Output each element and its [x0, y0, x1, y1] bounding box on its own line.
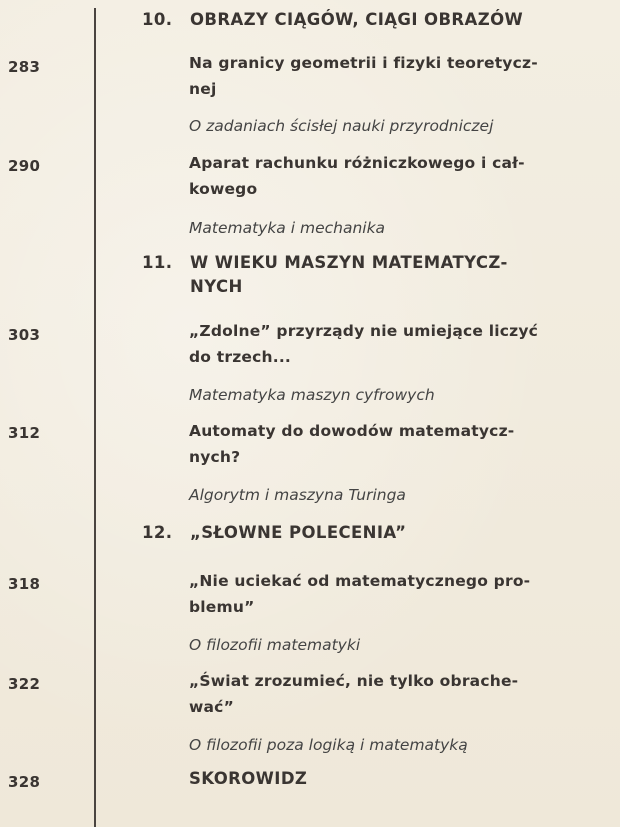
chapter-title: „SŁOWNE POLECENIA” [190, 523, 407, 542]
entry-title-line: nych? [189, 448, 241, 466]
chapter-title: OBRAZY CIĄGÓW, CIĄGI OBRAZÓW [190, 10, 524, 29]
entry-title-line: kowego [189, 180, 258, 198]
chapter-number: 10. [142, 10, 173, 29]
entry-subtitle: O filozofii matematyki [189, 636, 361, 654]
entry-title-line: blemu” [189, 598, 255, 616]
page-number: 303 [8, 326, 41, 344]
page-number: 328 [8, 773, 41, 791]
entry-subtitle: Matematyka i mechanika [189, 219, 386, 237]
chapter-heading [142, 252, 508, 274]
entry-title-line: wać” [189, 698, 234, 716]
page-number: 322 [8, 675, 41, 693]
chapter-title: W WIEKU MASZYN MATEMATYCZ- [190, 253, 508, 272]
page-number: 283 [8, 58, 41, 76]
entry-title-line: Na granicy geometrii i fizyki teoretycz- [189, 54, 538, 72]
chapter-heading [142, 9, 523, 31]
chapter-number: 12. [142, 523, 173, 542]
page-number: 318 [8, 575, 41, 593]
entry-title-line: „Nie uciekać od matematycznego pro- [189, 572, 531, 590]
entry-subtitle: O filozofii poza logiką i matematyką [189, 736, 468, 754]
entry-subtitle: Matematyka maszyn cyfrowych [189, 386, 435, 404]
entry-subtitle: Algorytm i maszyna Turinga [189, 486, 406, 504]
entry-title-line: Aparat rachunku różniczkowego i cał- [189, 154, 525, 172]
chapter-title-line: NYCH [190, 277, 243, 296]
entry-title-line: nej [189, 80, 217, 98]
vertical-rule [94, 8, 96, 827]
entry-title-line: do trzech... [189, 348, 292, 366]
page-number: 290 [8, 157, 41, 175]
entry-title-line: Automaty do dowodów matematycz- [189, 422, 515, 440]
chapter-number: 11. [142, 253, 173, 272]
chapter-heading [142, 522, 406, 544]
entry-title-line: „Świat zrozumieć, nie tylko obrache- [189, 672, 519, 690]
index-heading: SKOROWIDZ [189, 769, 308, 788]
page-number: 312 [8, 424, 41, 442]
entry-title-line: „Zdolne” przyrządy nie umiejące liczyć [189, 322, 539, 340]
entry-subtitle: O zadaniach ścisłej nauki przyrodniczej [189, 117, 494, 135]
